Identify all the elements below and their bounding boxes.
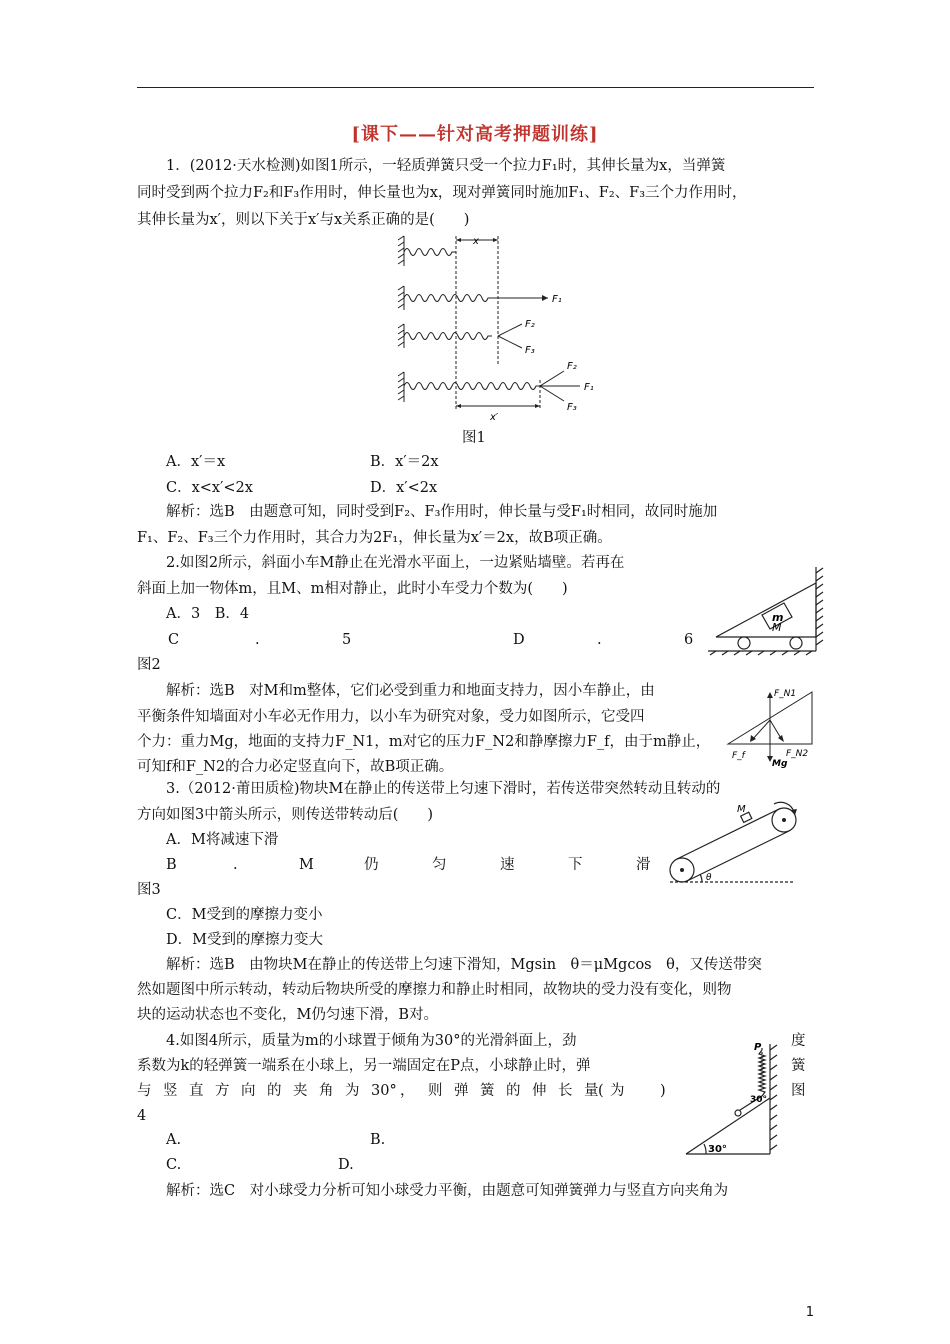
label-F3-a: F₃ xyxy=(525,345,535,356)
q4-line-4: 4 xyxy=(137,1108,147,1124)
q2-option-c-value: 5 xyxy=(342,632,352,648)
q1-analysis-1: 解析：选B 由题意可知，同时受到F₂、F₃作用时，伸长量与受F₁时相同，故同时施加 xyxy=(166,504,718,520)
q4-line-3-c8: 角 xyxy=(319,1083,334,1099)
q4-line-2: 系数为k的轻弹簧一端系在小球上，另一端固定在P点，小球静止时，弹 xyxy=(137,1058,591,1074)
label-30-top: 30° xyxy=(750,1095,768,1105)
q4-line-3-c2: 竖 xyxy=(163,1083,178,1099)
q3-option-b-6: 速 xyxy=(500,857,515,873)
figure-1-caption: 图1 xyxy=(462,430,486,446)
q1-line-2: 同时受到两个拉力F₂和F₃作用时，伸长量也为x，现对弹簧同时施加F₁、F₂、F₃三个力作用时， xyxy=(137,185,747,201)
q4-analysis-1: 解析：选C 对小球受力分析可知小球受力平衡，由题意可知弹簧弹力与竖直方向夹角为 xyxy=(166,1183,729,1199)
q4-line-3-c1: 与 xyxy=(137,1083,152,1099)
q3-analysis-1: 解析：选B 由物块M在静止的传送带上匀速下滑知，Mgsin θ＝μMgcos θ，又传送带突 xyxy=(166,957,762,973)
conveyor-belt-figure xyxy=(664,796,800,892)
q4-line-3-c11: ， xyxy=(400,1083,415,1099)
label-x-prime: x′ xyxy=(490,412,499,420)
q3-option-a: A．M将减速下滑 xyxy=(166,832,279,848)
q4-line-3-end: 图 xyxy=(791,1083,806,1099)
label-FN1: F_N1 xyxy=(774,689,797,699)
q2-option-d-letter: D xyxy=(513,632,525,648)
q4-line-1-end: 度 xyxy=(791,1033,806,1049)
q4-line-3-c9: 为 xyxy=(345,1083,360,1099)
q3-line-1: 3.（2012·莆田质检)物块M在静止的传送带上匀速下滑时，若传送带突然转动且转动的 xyxy=(166,781,721,797)
label-F1-a: F₁ xyxy=(552,294,562,305)
q4-line-3-c6: 的 xyxy=(267,1083,282,1099)
label-m: m xyxy=(772,611,784,624)
q4-line-3-c19: 为 xyxy=(610,1083,625,1099)
label-F2-a: F₂ xyxy=(525,319,535,330)
q1-option-d: D．x′<2x xyxy=(370,480,438,496)
spring-incline-figure xyxy=(682,1040,784,1160)
page-number: 1 xyxy=(805,1305,814,1320)
q2-option-d-dot: . xyxy=(597,632,602,648)
q4-line-3-c3: 直 xyxy=(189,1083,204,1099)
q4-line-3-c15: 的 xyxy=(506,1083,521,1099)
incline-cart-figure xyxy=(708,565,828,657)
q2-option-ab: A．3 B．4 xyxy=(166,606,250,622)
q2-analysis-2: 平衡条件知墙面对小车必无作用力，以小车为研究对象，受力如图所示，它受四 xyxy=(137,709,645,725)
q4-line-1: 4.如图4所示，质量为m的小球置于倾角为30°的光滑斜面上，劲 xyxy=(166,1033,577,1049)
q3-analysis-2: 然如题图中所示转动，转动后物块所受的摩擦力和静止时相同，故物块的受力没有变化，则物 xyxy=(137,982,732,998)
q2-option-c-dot: . xyxy=(255,632,260,648)
q1-option-b: B．x′＝2x xyxy=(370,454,439,470)
spring-figure-1 xyxy=(380,230,610,420)
q4-line-2-end: 簧 xyxy=(791,1058,806,1074)
q4-line-3-c10: 30° xyxy=(371,1083,397,1099)
label-FN2: F_N2 xyxy=(786,749,809,759)
q4-line-3-c12: 则 xyxy=(428,1083,443,1099)
q2-line-2: 斜面上加一物体m，且M、m相对静止，此时小车受力个数为( ) xyxy=(137,581,568,597)
q3-line-2: 方向如图3中箭头所示，则传送带转动后( ) xyxy=(137,807,434,823)
header-rule xyxy=(137,87,814,88)
q2-analysis-3: 个力：重力Mg，地面的支持力F_N1，m对它的压力F_N2和静摩擦力F_f，由于m静止， xyxy=(137,734,711,750)
label-Ff: F_f xyxy=(732,751,745,761)
label-30-bottom: 30° xyxy=(708,1144,727,1155)
q3-analysis-3: 块的运动状态也不变化，M仍匀速下滑，B对。 xyxy=(137,1007,439,1023)
force-diagram-figure xyxy=(724,684,820,768)
q2-option-c-letter: C xyxy=(168,632,180,648)
label-M-cart: M xyxy=(772,621,782,634)
q4-option-d: D. xyxy=(338,1157,354,1173)
q2-line-1: 2.如图2所示，斜面小车M静止在光滑水平面上，一边紧贴墙壁。若再在 xyxy=(166,555,625,571)
figure-3-caption: 图3 xyxy=(137,882,161,898)
q2-analysis-1: 解析：选B 对M和m整体，它们必受到重力和地面支持力，因小车静止，由 xyxy=(166,683,655,699)
q4-line-3-c13: 弹 xyxy=(454,1083,469,1099)
q2-analysis-4: 可知f和F_N2的合力必定竖直向下，故B项正确。 xyxy=(137,759,454,775)
label-M-belt: M xyxy=(737,804,746,815)
label-theta: θ xyxy=(706,873,712,883)
q3-option-b-3: M xyxy=(299,857,314,873)
q3-option-b-7: 下 xyxy=(568,857,583,873)
q4-option-b: B. xyxy=(370,1132,386,1148)
label-P: P xyxy=(754,1042,762,1053)
q4-line-3-paren-open: ( xyxy=(598,1083,604,1099)
q4-line-3-c5: 向 xyxy=(241,1083,256,1099)
q3-option-b-5: 匀 xyxy=(432,857,447,873)
label-F3-b: F₃ xyxy=(567,402,577,413)
q1-analysis-2: F₁、F₂、F₃三个力作用时，其合力为2F₁，伸长量为x′＝2x，故B项正确。 xyxy=(137,530,612,546)
q1-option-c: C．x<x′<2x xyxy=(166,480,253,496)
label-F2-b: F₂ xyxy=(567,361,577,372)
q3-option-d: D．M受到的摩擦力变大 xyxy=(166,932,323,948)
q1-line-3: 其伸长量为x′，则以下关于x′与x关系正确的是( ) xyxy=(137,212,470,228)
q3-option-b-2: . xyxy=(233,857,238,873)
q4-line-3-c17: 长 xyxy=(558,1083,573,1099)
q4-line-3-c14: 簧 xyxy=(480,1083,495,1099)
q3-option-b-4: 仍 xyxy=(364,857,379,873)
page-title: [课下——针对高考押题训练] xyxy=(351,124,599,145)
q4-line-3-c4: 方 xyxy=(215,1083,230,1099)
q3-option-b-1: B xyxy=(166,857,177,873)
q1-option-a: A．x′＝x xyxy=(166,454,226,470)
label-Mg: Mg xyxy=(772,759,788,768)
label-x: x xyxy=(473,236,479,247)
q4-option-a: A. xyxy=(166,1132,182,1148)
q1-line-1: 1．(2012·天水检测)如图1所示，一轻质弹簧只受一个拉力F₁时，其伸长量为x，当弹簧 xyxy=(166,158,726,174)
q2-option-d-value: 6 xyxy=(684,632,694,648)
figure-2-caption: 图2 xyxy=(137,657,161,673)
q4-option-c: C. xyxy=(166,1157,182,1173)
q4-line-3-paren-close: ) xyxy=(660,1083,666,1099)
label-F1-b: F₁ xyxy=(584,382,594,393)
q4-line-3-c7: 夹 xyxy=(293,1083,308,1099)
q3-option-c: C．M受到的摩擦力变小 xyxy=(166,907,323,923)
q4-line-3-c16: 伸 xyxy=(532,1083,547,1099)
q3-option-b-8: 滑 xyxy=(636,857,651,873)
q4-line-3-c18: 量 xyxy=(584,1083,599,1099)
